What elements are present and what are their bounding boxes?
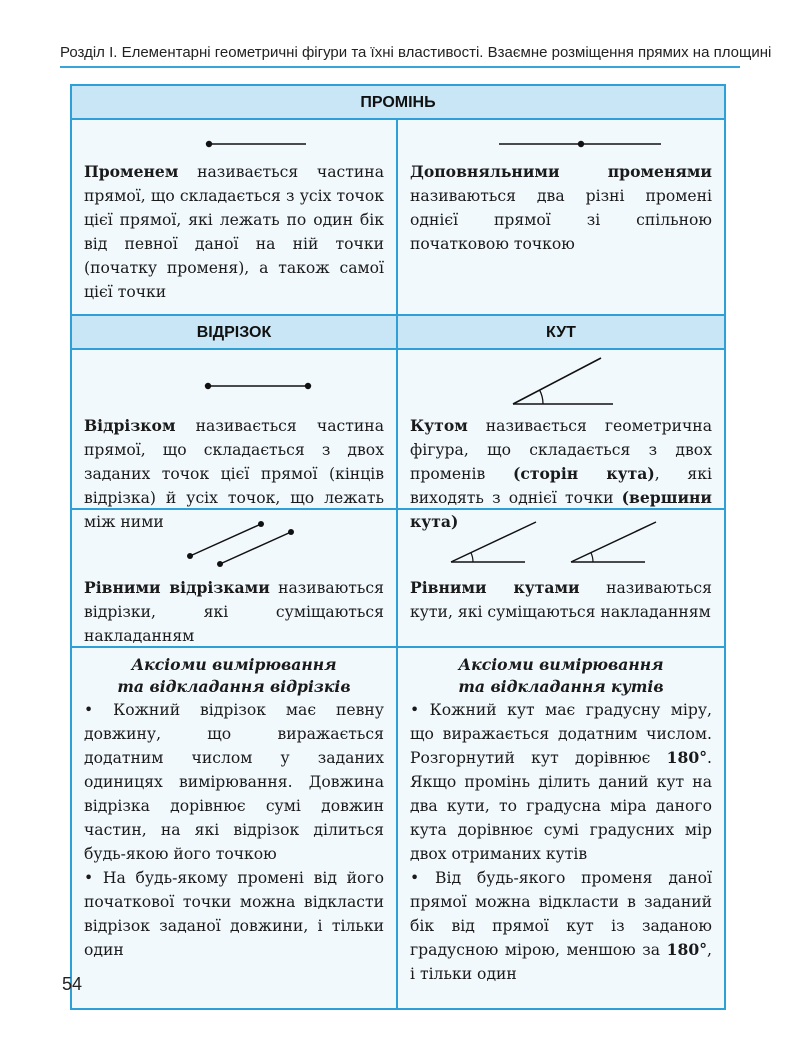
equal-segments-definition: Рівними відрізками називаються відрізки, які суміщаються накладанням xyxy=(84,578,384,645)
equal-angles-definition: Рівними кутами називаються кути, які суміщаються накладанням xyxy=(410,578,712,621)
page-number: 54 xyxy=(62,974,83,994)
angle-figure xyxy=(411,350,711,414)
angle-axioms-title-1: Аксіоми вимірювання xyxy=(458,655,664,674)
complementary-rays-definition: Доповняльними променями називаються два різні промені однієї прямої зі спільною початковою точкою xyxy=(410,162,712,253)
running-header: Розділ І. Елементарні геометричні фігури та їхні властивості. Взаємне розміщення прямих на площині xyxy=(60,44,772,61)
segment-heading: ВІДРІЗОК xyxy=(72,316,398,350)
angle-axiom-2: • Від будь-якого променя даної прямої можна відкласти в заданий бік від прямої кут із заданою градусною мірою, меншою за 180°, і тільки один xyxy=(410,869,712,983)
segment-definition: Відрізком називається частина прямої, що складається з двох заданих точок цієї прямої (кінців відрізка) й усіх точок, що лежать між ними xyxy=(84,416,384,531)
segment-axioms-title-1: Аксіоми вимірювання xyxy=(131,655,337,674)
ray-heading: ПРОМІНЬ xyxy=(72,86,724,120)
ray-figure xyxy=(84,120,384,160)
angle-axiom-1: • Кожний кут має градусну міру, що виражається додатним числом. Розгорнутий кут дорівнює 180°. Якщо промінь ділить даний кут на два кути, то градусна міра даного кута дорівнює сумі градусних мір двох отриманих кутів xyxy=(410,701,712,863)
equal-angles-figure xyxy=(411,510,711,576)
ray-definition-cell xyxy=(72,120,398,316)
complementary-rays-figure xyxy=(411,120,711,160)
equal-segments-cell xyxy=(72,510,398,648)
equal-angles-cell xyxy=(398,510,724,648)
segment-axiom-1: • Кожний відрізок має певну довжину, що виражається додатним числом у заданих одиницях вимірювання. Довжина відрізка дорівнює сумі довжин частин, на які відрізок ділиться будь-якою його точкою xyxy=(84,701,384,863)
segment-definition-cell xyxy=(72,350,398,531)
summary-table xyxy=(70,84,726,1010)
header-rule xyxy=(60,66,740,68)
segment-axioms-cell xyxy=(72,648,398,1008)
angle-axioms-cell xyxy=(398,648,724,1008)
ray-definition: Променем називається частина прямої, що складається з усіх точок цієї прямої, які лежать по один бік від певної даної на ній точки (початку променя), а також самої цієї точки xyxy=(84,162,384,301)
segment-axiom-2: • На будь-якому промені від його початкової точки можна відкласти відрізок заданої довжини, і тільки один xyxy=(84,869,384,959)
angle-axioms-title-2: та відкладання кутів xyxy=(458,677,664,696)
complementary-rays-cell xyxy=(398,120,724,316)
angle-heading: КУТ xyxy=(398,316,724,350)
segment-figure xyxy=(84,350,384,414)
angle-definition: Кутом називається геометрична фігура, що складається з двох променів (сторін кута), які виходять з однієї точки (вершини кута) xyxy=(410,416,712,531)
equal-segments-figure xyxy=(84,510,384,576)
segment-axioms-title-2: та відкладання відрізків xyxy=(117,677,351,696)
angle-definition-cell xyxy=(398,350,724,531)
